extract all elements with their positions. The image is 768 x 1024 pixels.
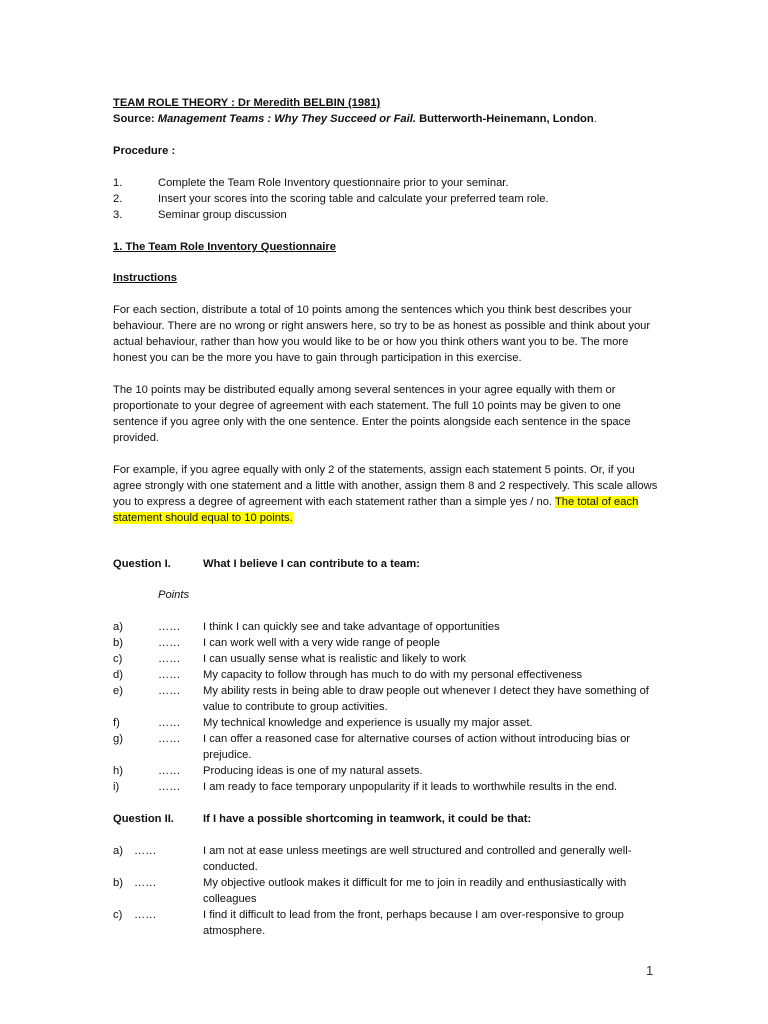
item-text: I can work well with a very wide range of people <box>203 637 440 649</box>
item-text: My capacity to follow through has much to do with my personal effectiveness <box>203 669 583 681</box>
points-blank[interactable]: …… <box>158 669 181 681</box>
page-number: 1 <box>646 963 654 978</box>
source-label: Source: <box>113 113 155 125</box>
points-blank[interactable]: …… <box>158 717 181 729</box>
question-item <box>113 715 661 731</box>
item-label: c) <box>113 653 123 665</box>
points-blank[interactable]: …… <box>158 637 181 649</box>
step-number: 2. <box>113 193 123 205</box>
step-text: Insert your scores into the scoring table and calculate your preferred team role. <box>158 193 549 205</box>
source-book: Management Teams : Why They Succeed or Fail. <box>157 113 416 125</box>
question-item <box>113 667 661 683</box>
question-item <box>113 843 661 875</box>
step-text: Seminar group discussion <box>158 209 287 221</box>
item-text: My technical knowledge and experience is usually my major asset. <box>203 717 533 729</box>
question-item <box>113 875 661 907</box>
question-item <box>113 731 661 763</box>
points-blank[interactable]: …… <box>134 877 157 889</box>
item-label: f) <box>113 717 120 729</box>
question-item <box>113 619 661 635</box>
document-title: TEAM ROLE THEORY : Dr Meredith BELBIN (1981) <box>113 97 381 109</box>
points-label: Points <box>158 589 190 601</box>
item-text: I am ready to face temporary unpopularity if it leads to worthwhile results in the end. <box>203 781 618 793</box>
instructions-paragraph: The 10 points may be distributed equally among several sentences in your agree equally with them or proportionate to your degree of agreement with each statement. The full 10 points may be given to one sentence if you agree only with the one sentence. Enter the points alongside each sentence in the space provided. <box>113 384 631 444</box>
question-item <box>113 779 661 795</box>
points-blank[interactable]: …… <box>158 733 181 745</box>
source-period: . <box>593 113 597 125</box>
item-text: I can offer a reasoned case for alternative courses of action without introducing bias or prejudice. <box>203 733 631 761</box>
question-item <box>113 683 661 715</box>
item-text: I am not at ease unless meetings are well structured and controlled and generally well-conducted. <box>203 845 632 873</box>
item-text: My objective outlook makes it difficult for me to join in readily and enthusiastically with colleagues <box>203 877 627 905</box>
source-line <box>113 111 661 127</box>
question-item <box>113 635 661 651</box>
item-label: g) <box>113 733 123 745</box>
question-number: Question I. <box>113 558 171 570</box>
item-text: I can usually sense what is realistic and likely to work <box>203 653 467 665</box>
points-blank[interactable]: …… <box>158 653 181 665</box>
item-label: i) <box>113 781 120 793</box>
question-item <box>113 907 661 939</box>
procedure-step <box>113 191 661 207</box>
question-number: Question II. <box>113 813 174 825</box>
item-label: a) <box>113 845 123 857</box>
instructions-paragraph: For each section, distribute a total of 10 points among the sentences which you think best describes your behaviour. There are no wrong or right answers here, so try to be as honest as possible and think about your actual behaviour, rather than how you would like to be or how you think others want you to be. The more honest you can be the more you have to gain through participation in this exercise. <box>113 304 651 364</box>
item-text: I think I can quickly see and take advantage of opportunities <box>203 621 500 633</box>
example-text: For example, if you agree equally with only 2 of the statements, assign each statement 5 points. Or, if you agree strongly with one statement and a little with another, assign them 8 and 2 respectively. This scale allows you to express a degree of agreement with each statement rather than a simple yes / no. <box>113 464 658 508</box>
highlighted-total-note: The total of each statement should equal to 10 points. <box>113 496 639 524</box>
source-publisher: Butterworth-Heinemann, London <box>419 113 594 125</box>
points-blank[interactable]: …… <box>158 621 181 633</box>
item-label: a) <box>113 621 123 633</box>
section-heading: 1. The Team Role Inventory Questionnaire <box>113 241 336 253</box>
item-label: d) <box>113 669 123 681</box>
question-item <box>113 763 661 779</box>
procedure-step <box>113 175 661 191</box>
page-content <box>113 95 661 939</box>
question-title: What I believe I can contribute to a team: <box>203 558 420 570</box>
procedure-heading: Procedure : <box>113 145 176 157</box>
procedure-step <box>113 207 661 223</box>
points-blank[interactable]: …… <box>134 845 157 857</box>
instructions-paragraph <box>113 462 661 526</box>
question-header <box>113 556 661 572</box>
points-blank[interactable]: …… <box>158 781 181 793</box>
item-text: Producing ideas is one of my natural assets. <box>203 765 423 777</box>
question-item <box>113 651 661 667</box>
points-blank[interactable]: …… <box>134 909 157 921</box>
item-label: c) <box>113 909 123 921</box>
instructions-heading: Instructions <box>113 272 178 284</box>
item-label: b) <box>113 877 123 889</box>
item-text: I find it difficult to lead from the front, perhaps because I am over-responsive to group atmosphere. <box>203 909 624 937</box>
step-number: 3. <box>113 209 123 221</box>
item-label: e) <box>113 685 123 697</box>
step-number: 1. <box>113 177 123 189</box>
question-title: If I have a possible shortcoming in teamwork, it could be that: <box>203 813 532 825</box>
item-label: h) <box>113 765 123 777</box>
item-label: b) <box>113 637 123 649</box>
points-blank[interactable]: …… <box>158 765 181 777</box>
item-text: My ability rests in being able to draw people out whenever I detect they have something of value to contribute to group activities. <box>203 685 649 713</box>
step-text: Complete the Team Role Inventory questionnaire prior to your seminar. <box>158 177 509 189</box>
question-header <box>113 811 661 827</box>
points-blank[interactable]: …… <box>158 685 181 697</box>
